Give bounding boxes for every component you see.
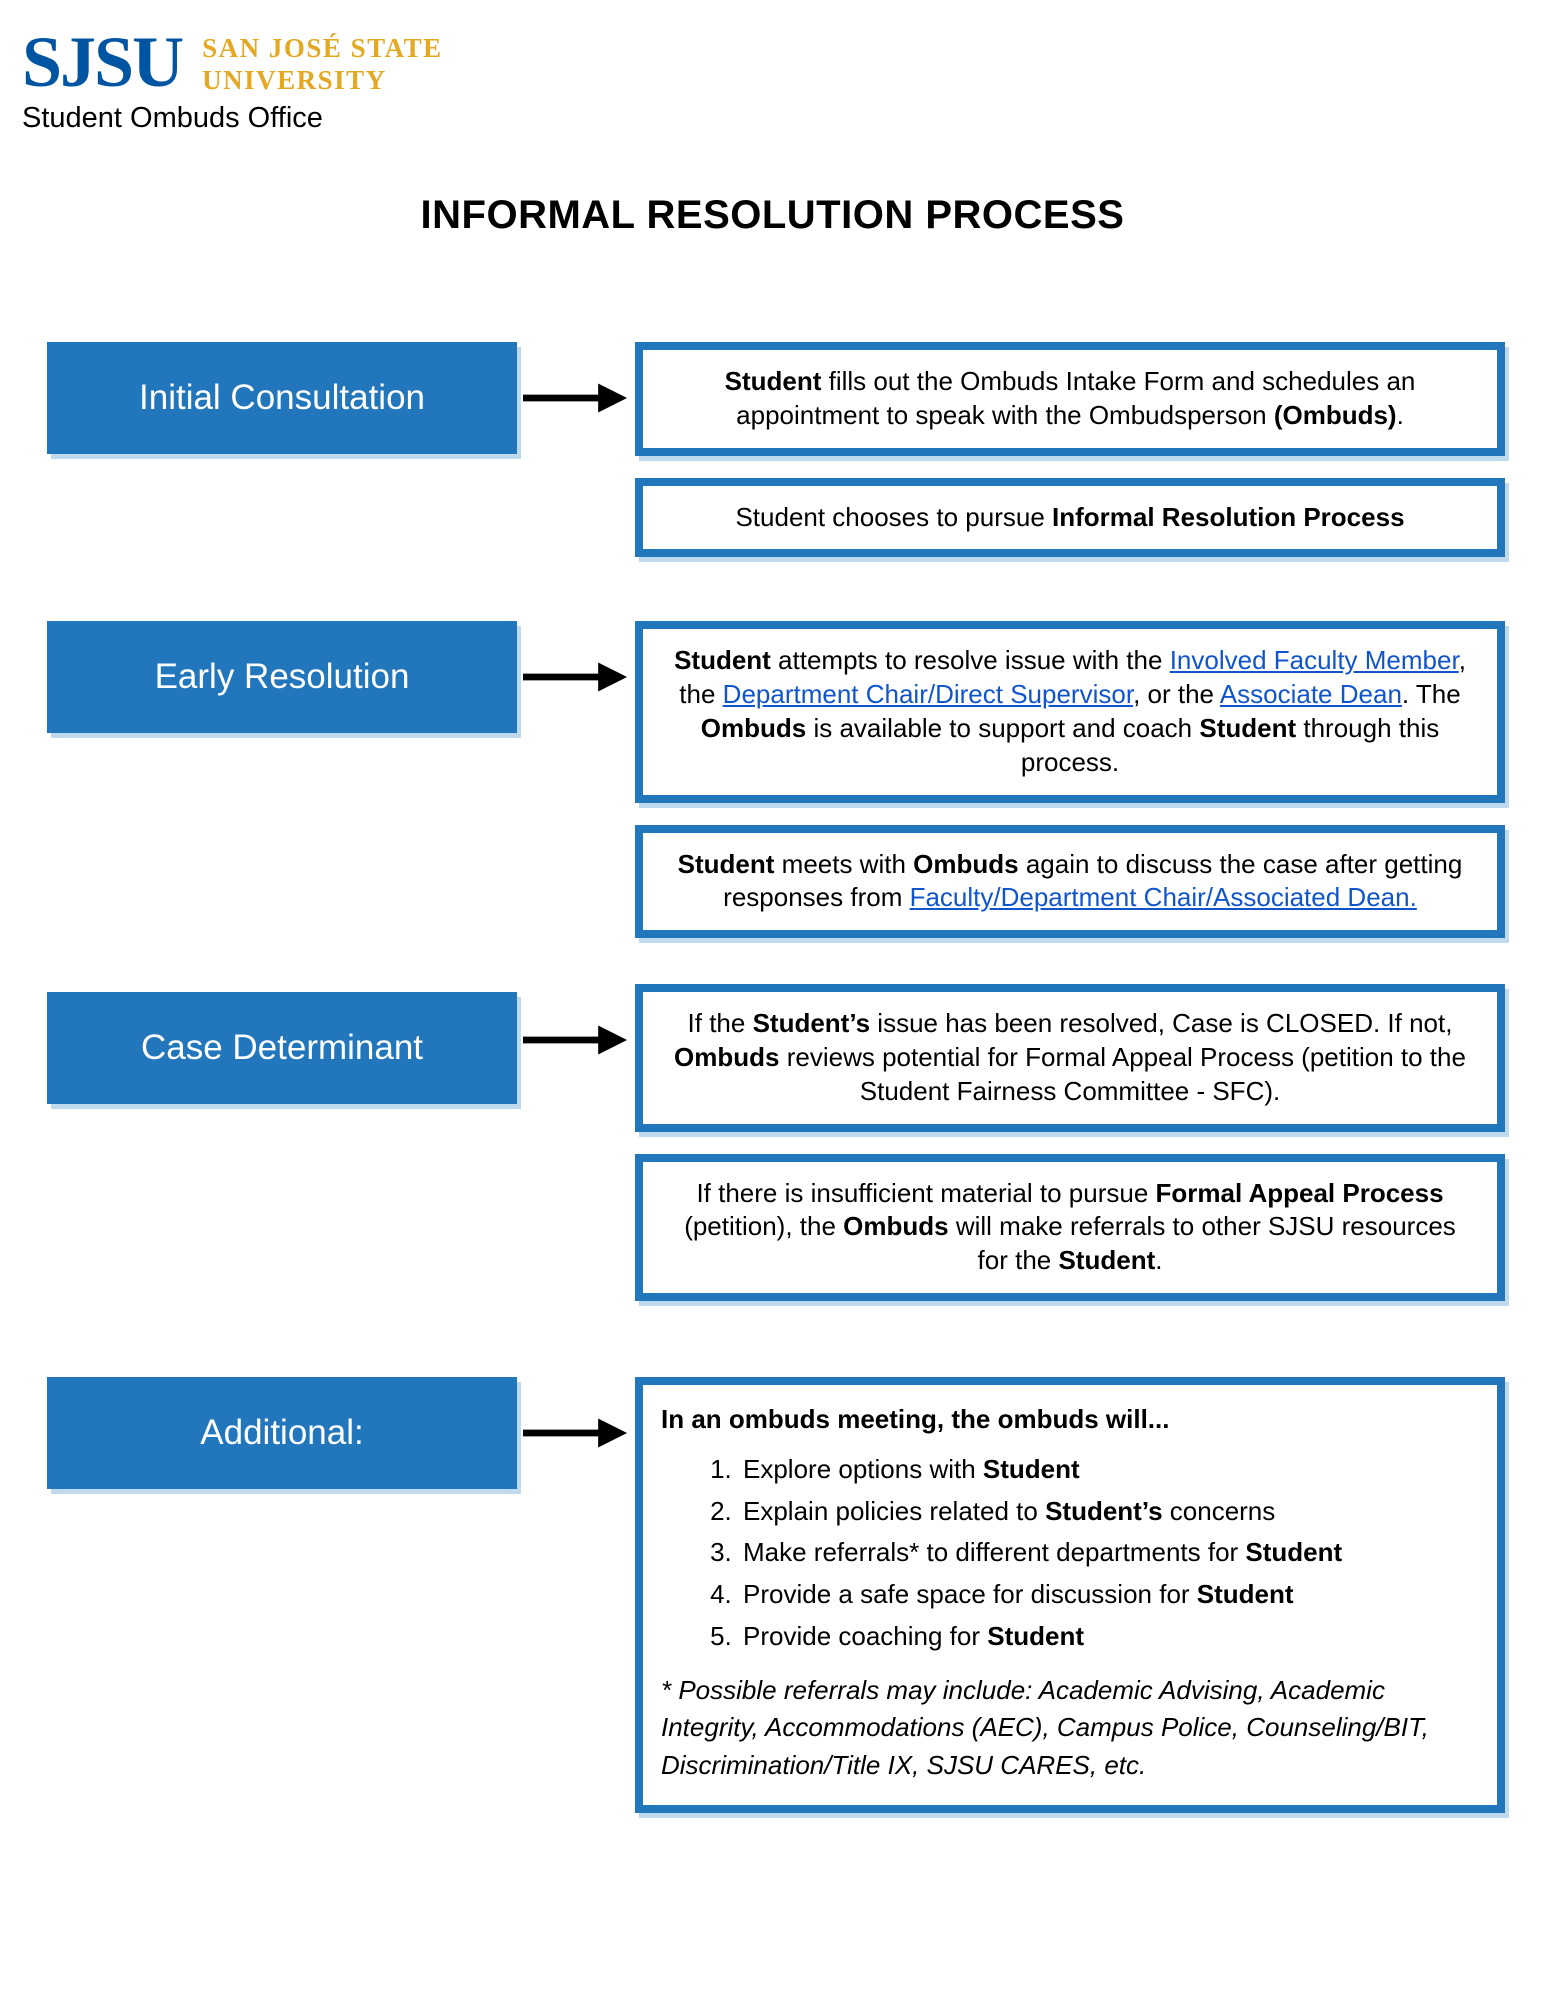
link[interactable]: Involved Faculty Member (1169, 645, 1459, 676)
step-box-attempt-resolution (635, 621, 1505, 802)
step-text (667, 1007, 1473, 1108)
text-run: Student chooses to pursue (735, 501, 1052, 532)
text-run: Student’s (1045, 1495, 1163, 1526)
list-item (739, 1536, 1473, 1570)
sjsu-logo-wordmark (202, 32, 443, 97)
text-run: reviews potential for Formal Appeal Process (petition to the Student Fairness Committee - SFC). (779, 1041, 1466, 1106)
row-case-determinant (47, 984, 1505, 1301)
text-run: meets with (774, 848, 914, 879)
link[interactable]: Associate Dean (1219, 679, 1402, 710)
arrow-right-icon (523, 659, 629, 695)
step-text (667, 365, 1473, 433)
step-text (667, 1177, 1473, 1278)
step-stack (635, 342, 1505, 557)
text-run: Ombuds (700, 712, 807, 743)
text-run: Student (724, 366, 822, 396)
step-text (667, 644, 1473, 779)
text-run: Ombuds (674, 1041, 780, 1072)
ombuds-meeting-list (661, 1453, 1473, 1654)
stage-label-initial-consultation: Initial Consultation (47, 342, 517, 454)
text-run: concerns (1162, 1495, 1276, 1526)
text-run: In an ombuds meeting, the ombuds will... (661, 1403, 1170, 1434)
step-box-meet-ombuds-again (635, 825, 1505, 939)
university-name-line2: UNIVERSITY (202, 65, 387, 95)
arrow-right-icon (523, 1022, 629, 1058)
text-run: is available to support and coach (806, 712, 1200, 743)
list-item (739, 1453, 1473, 1487)
text-run: . (1155, 1245, 1163, 1276)
step-box-intake-form (635, 342, 1505, 456)
list-item (739, 1495, 1473, 1529)
text-run: , the (679, 645, 1466, 710)
sjsu-logo-acronym: SJSU (22, 22, 183, 102)
text-run: Student (1199, 712, 1297, 743)
text-run: issue has been resolved, Case is CLOSED. If not, (870, 1008, 1453, 1039)
arrow-zone (517, 380, 635, 416)
stage-label-additional: Additional: (47, 1377, 517, 1489)
text-run: (petition), the (684, 1211, 844, 1242)
step-box-choose-informal (635, 478, 1505, 558)
text-run: Provide coaching for (743, 1620, 988, 1651)
text-run: Provide a safe space for discussion for (743, 1579, 1197, 1610)
list-item (739, 1578, 1473, 1612)
referrals-footnote (661, 1672, 1473, 1785)
text-run: Formal Appeal Process (1155, 1177, 1444, 1208)
link[interactable]: Department Chair/Direct Supervisor (722, 679, 1134, 710)
step-stack (635, 1377, 1505, 1813)
link[interactable]: Faculty/Department Chair/Associated Dean. (909, 882, 1417, 913)
text-run: Student’s (752, 1008, 871, 1039)
text-run: fills out the Ombuds Intake Form and schedules an appointment to speak with the Ombudsperson (736, 366, 1416, 430)
text-run: , or the (1133, 679, 1220, 710)
step-stack (635, 621, 1505, 938)
text-run: will make referrals to other SJSU resources for the (948, 1211, 1456, 1276)
ombuds-meeting-heading (661, 1403, 1473, 1437)
text-run: Ombuds (843, 1211, 949, 1242)
text-run: If the (687, 1008, 753, 1039)
step-text (667, 501, 1473, 535)
text-run: (Ombuds) (1273, 399, 1397, 430)
step-stack (635, 984, 1505, 1301)
text-run: through this process. (1020, 712, 1440, 777)
text-run: Student (1245, 1537, 1343, 1568)
list-item (739, 1620, 1473, 1654)
arrow-right-icon (523, 1415, 629, 1451)
office-name: Student Ombuds Office (22, 102, 323, 134)
text-run: Student (1196, 1579, 1294, 1610)
university-name-line1: SAN JOSÉ STATE (202, 32, 443, 63)
text-run: * Possible referrals may include: Academic Advising, Academic Integrity, Accommodations (AEC), Campus Police, Counseling/BIT, Discrimination/Title IX, SJSU CARES, etc. (661, 1674, 1429, 1781)
step-box-insufficient-material (635, 1154, 1505, 1301)
text-run: If there is insufficient material to pursue (696, 1177, 1156, 1208)
arrow-right-icon (523, 380, 629, 416)
text-run: Student (674, 645, 771, 676)
text-run: Ombuds (913, 848, 1019, 879)
stage-label-early-resolution: Early Resolution (47, 621, 517, 733)
text-run: Explore options with (743, 1453, 983, 1484)
text-run: Student (987, 1620, 1085, 1651)
arrow-zone (517, 1022, 635, 1058)
text-run: Student (982, 1453, 1080, 1484)
text-run: . The (1401, 679, 1461, 710)
page-title: INFORMAL RESOLUTION PROCESS (420, 193, 1125, 237)
row-additional (47, 1377, 1505, 1813)
row-early-resolution (47, 621, 1505, 938)
sjsu-logo (22, 22, 1545, 102)
text-run: Student (1058, 1245, 1156, 1276)
step-box-ombuds-meeting-details (635, 1377, 1505, 1813)
arrow-zone (517, 1415, 635, 1451)
text-run: Student (677, 848, 775, 879)
text-run: Informal Resolution Process (1052, 501, 1405, 532)
arrow-zone (517, 659, 635, 695)
text-run: again to discuss the case after getting responses from (723, 848, 1463, 913)
step-box-case-closed-or-appeal (635, 984, 1505, 1131)
header (0, 0, 1545, 135)
text-run: Explain policies related to (743, 1495, 1046, 1526)
row-initial-consultation (47, 342, 1505, 557)
stage-label-case-determinant: Case Determinant (47, 992, 517, 1104)
text-run: attempts to resolve issue with the (770, 645, 1170, 676)
step-text (667, 848, 1473, 916)
text-run: Make referrals* to different departments for (743, 1537, 1246, 1568)
text-run: . (1396, 399, 1404, 430)
